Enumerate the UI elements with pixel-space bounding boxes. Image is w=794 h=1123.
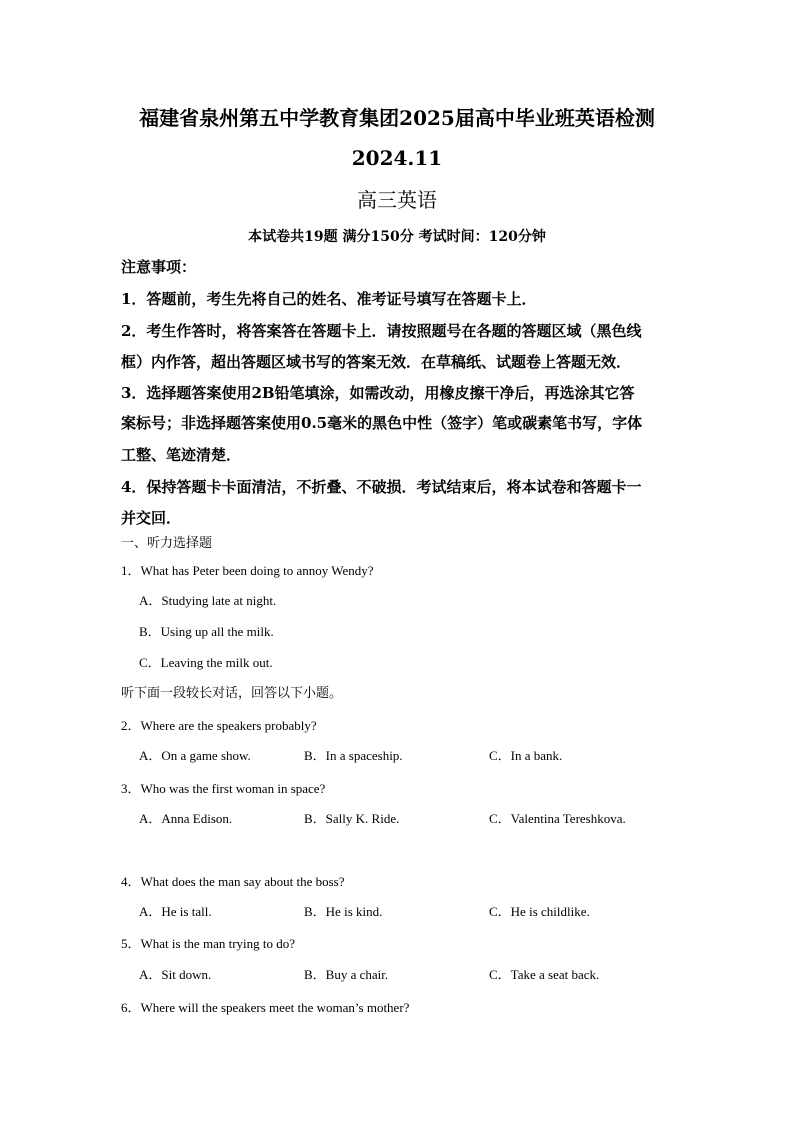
question-stem: 2．Where are the speakers probably? xyxy=(121,718,317,733)
notes-item: 1．答题前，考生先将自己的姓名、准考证号填写在答题卡上． xyxy=(121,290,537,308)
answer-option: B．In a spaceship. xyxy=(304,748,403,763)
exam-title: 福建省泉州第五中学教育集团2025届高中毕业班英语检测 xyxy=(139,106,655,130)
exam-meta: 本试卷共19题 满分150分 考试时间：120分钟 xyxy=(248,229,546,245)
question-stem: 1．What has Peter been doing to annoy Wendy? xyxy=(121,563,374,578)
long-dialogue-note: 听下面一段较长对话，回答以下小题。 xyxy=(121,686,343,701)
answer-option: B．He is kind. xyxy=(304,904,383,919)
exam-subtitle: 高三英语 xyxy=(357,188,437,212)
notes-item: 3．选择题答案使用2B铅笔填涂，如需改动，用橡皮擦干净后，再选涂其它答 xyxy=(121,384,635,402)
answer-option: C．Leaving the milk out. xyxy=(139,655,273,670)
question-stem: 5．What is the man trying to do? xyxy=(121,936,296,951)
answer-option: A．Anna Edison. xyxy=(139,811,233,826)
section-heading: 一、听力选择题 xyxy=(121,536,213,551)
answer-option: A．Sit down. xyxy=(139,967,212,982)
answer-option: B．Using up all the milk. xyxy=(139,624,274,639)
notes-item: 4．保持答题卡卡面清洁，不折叠、不破损．考试结束后，将本试卷和答题卡一 xyxy=(121,478,642,496)
answer-option: A．Studying late at night. xyxy=(139,593,277,608)
notes-heading: 注意事项： xyxy=(121,258,197,276)
answer-option: B．Buy a chair. xyxy=(304,967,389,982)
exam-date: 2024.11 xyxy=(351,146,443,170)
question-stem: 3．Who was the first woman in space? xyxy=(121,781,326,796)
notes-item: 框）内作答，超出答题区域书写的答案无效．在草稿纸、试题卷上答题无效． xyxy=(121,353,632,371)
question-stem: 4．What does the man say about the boss? xyxy=(121,874,345,889)
notes-item: 工整、笔迹清楚． xyxy=(121,446,242,464)
answer-option: B．Sally K. Ride. xyxy=(304,811,400,826)
answer-option: A．He is tall. xyxy=(139,904,212,919)
answer-option: C．Take a seat back. xyxy=(489,967,600,982)
answer-option: A．On a game show. xyxy=(139,748,251,763)
answer-option: C．In a bank. xyxy=(489,748,563,763)
question-stem: 6．Where will the speakers meet the woman’s mother? xyxy=(121,1000,410,1015)
answer-option: C．He is childlike. xyxy=(489,904,590,919)
notes-item: 案标号；非选择题答案使用0.5毫米的黑色中性（签字）笔或碳素笔书写，字体 xyxy=(121,414,643,432)
notes-item: 2．考生作答时，将答案答在答题卡上．请按照题号在各题的答题区域（黑色线 xyxy=(121,322,642,340)
notes-item: 并交回． xyxy=(121,509,182,527)
answer-option: C．Valentina Tereshkova. xyxy=(489,811,626,826)
